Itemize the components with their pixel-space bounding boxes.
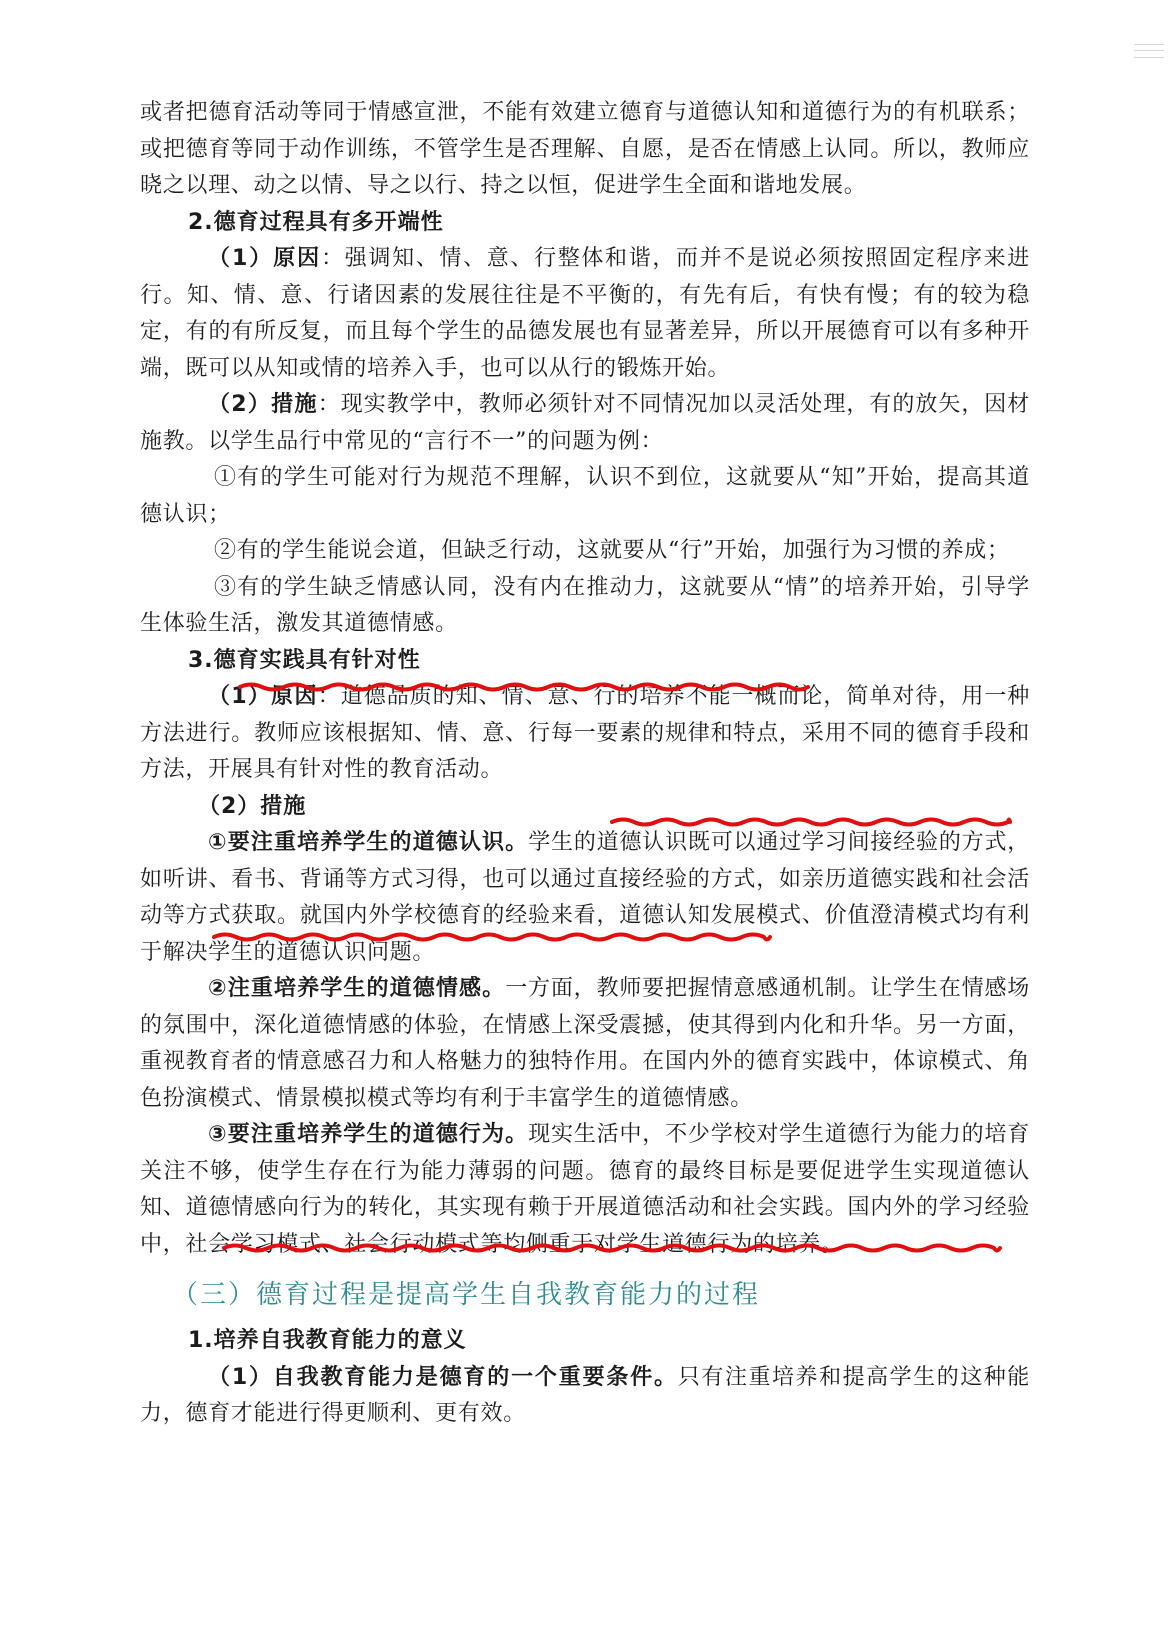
- point2-measure-text: ：现实教学中，教师必须针对不同情况加以灵活处理，有的放矢，因材施教。以学生品行中常见的“言行不一”的问题为例：: [140, 392, 1030, 454]
- wavy-underline-2: [612, 820, 1010, 825]
- section3-p1-text: 只有注重培养和提高学生的这种能力，德育才能进行得更顺利、更有效。: [140, 1364, 1030, 1426]
- point2-measure-label: （2）措施: [208, 392, 318, 417]
- wavy-underline-3: [214, 935, 770, 940]
- point2-item-2: ②有的学生能说会道，但缺乏行动，这就要从“行”开始，加强行为习惯的养成；: [214, 538, 1010, 563]
- measure-1-lead: ①要注重培养学生的道德认识。: [208, 830, 529, 855]
- point2-reason-text: ：强调知、情、意、行整体和谐，而并不是说必须按照固定程序来进行。知、情、意、行诸因素的发展往往是不平衡的，有先有后，有快有慢；有的较为稳定，有的有所反复，而且每个学生的品德发展也有显著差异，所以开展德育可以有多种开端，既可以从知或情的培养入手，也可以从行的锻炼开始。: [140, 246, 1030, 381]
- measure-2-text: 一方面，教师要把握情意感通机制。让学生在情感场的氛围中，深化道德情感的体验，在情感上深受震撼，使其得到内化和升华。另一方面，重视教育者的情意感召力和人格魅力的独特作用。在国内外的德育实践中，体谅模式、角色扮演模式、情景模拟模式等均有利于丰富学生的道德情感。: [140, 976, 1030, 1111]
- wavy-underline-4: [224, 1246, 1000, 1251]
- point3-reason-text: ：道德品质的知、情、意、行的培养不能一概而论，简单对待，用一种方法进行。教师应该根据知、情、意、行每一要素的规律和特点，采用不同的德育手段和方法，开展具有针对性的教育活动。: [140, 684, 1030, 782]
- measure-3-text: 现实生活中，不少学校对学生道德行为能力的培育关注不够，使学生存在行为能力薄弱的问题。德育的最终目标是要促进学生实现道德认知、道德情感向行为的转化，其实现有赖于开展道德活动和社会实践。国内外的学习经验中，社会学习模式、社会行动模式等均侧重于对学生道德行为的培养。: [140, 1122, 1030, 1257]
- point3-measure-heading: （2）措施: [198, 793, 307, 819]
- measure-1-text: 学生的道德认识既可以通过学习间接经验的方式，如听讲、看书、背诵等方式习得，也可以通过直接经验的方式，如亲历道德实践和社会活动等方式获取。就国内外学校德育的经验来看，道德认知发展模式、价值澄清模式均有利于解决学生的道德认识问题。: [140, 830, 1030, 965]
- point2-item-1: ①有的学生可能对行为规范不理解，认识不到位，这就要从“知”开始，提高其道德认识；: [140, 465, 1030, 527]
- point3-reason-label: （1）原因: [208, 684, 318, 709]
- section3-sub-heading: 1.培养自我教育能力的意义: [188, 1328, 467, 1353]
- measure-2-lead: ②注重培养学生的道德情感。: [208, 976, 506, 1001]
- point3-heading: 3.德育实践具有针对性: [188, 647, 421, 673]
- section3-p1-lead: （1）自我教育能力是德育的一个重要条件。: [208, 1364, 678, 1390]
- wavy-underline-1: [240, 685, 808, 690]
- section-title: （三）德育过程是提高学生自我教育能力的过程: [172, 1280, 761, 1310]
- intro-paragraph: 或者把德育活动等同于情感宣泄，不能有效建立德育与道德认知和道德行为的有机联系；或把德育等同于动作训练，不管学生是否理解、自愿，是否在情感上认同。所以，教师应晓之以理、动之以情、导之以行、持之以恒，促进学生全面和谐地发展。: [140, 100, 1030, 198]
- point2-heading: 2.德育过程具有多开端性: [188, 209, 444, 235]
- measure-3-lead: ③要注重培养学生的道德行为。: [208, 1122, 529, 1147]
- point2-item-3: ③有的学生缺乏情感认同，没有内在推动力，这就要从“情”的培养开始，引导学生体验生活，激发其道德情感。: [140, 574, 1030, 636]
- point2-reason-label: （1）原因: [208, 246, 322, 271]
